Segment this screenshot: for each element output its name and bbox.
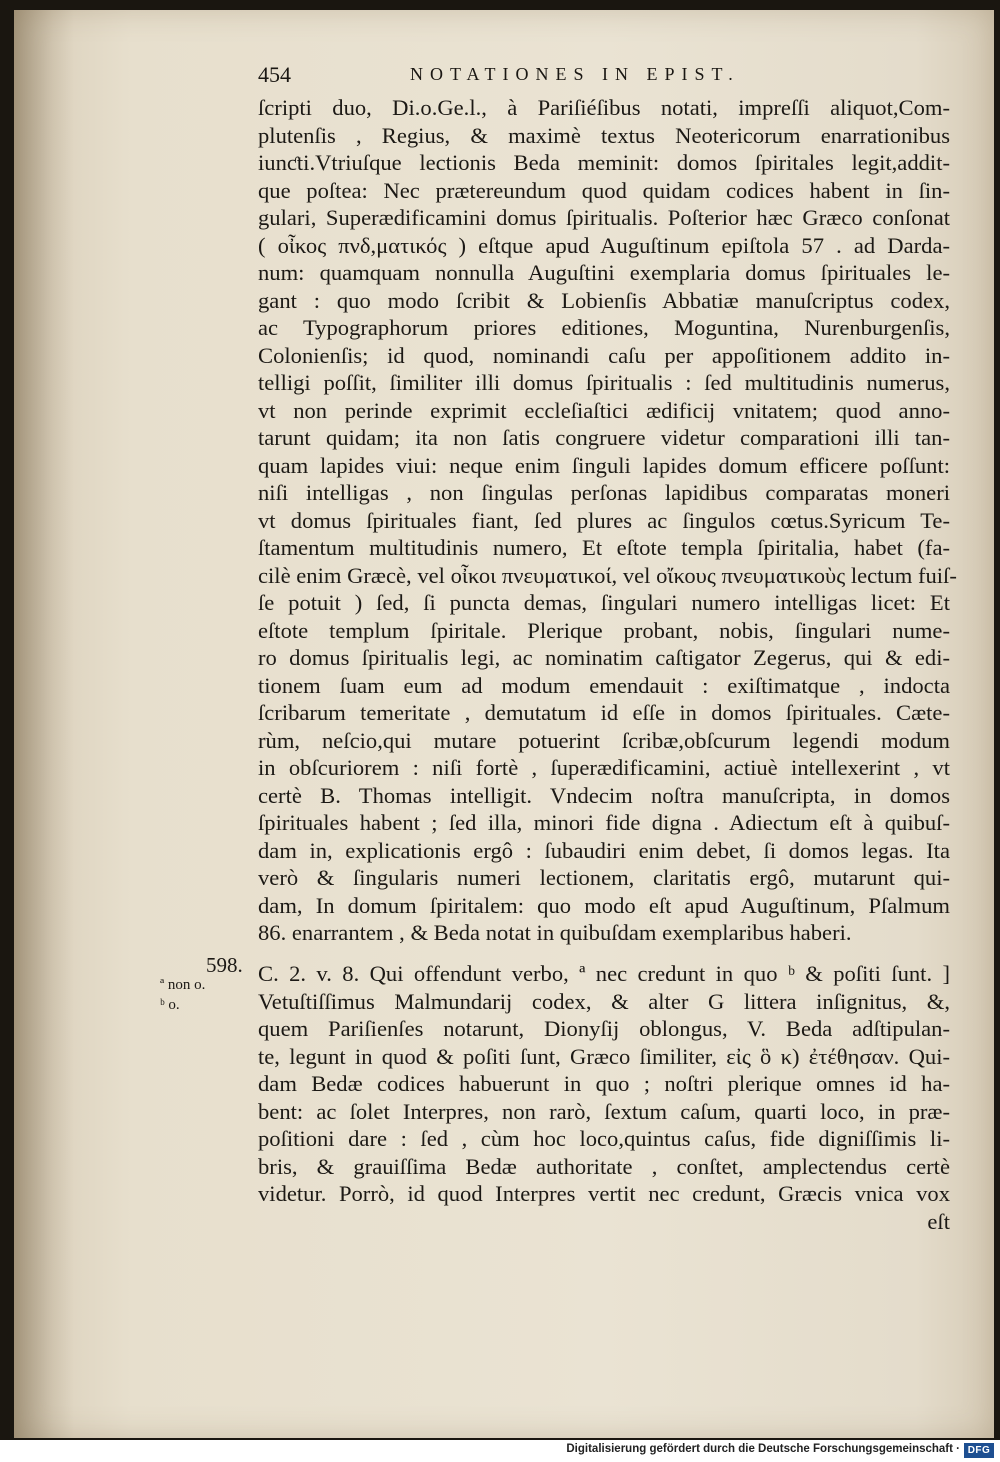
commentary-text-block [258, 960, 950, 1235]
text-line: ſcribarum temeritate , demutatum id eſſe in domos ſpirituales. Cæte- [258, 700, 950, 725]
text-line: eſtote templum ſpiritale. Plerique probant, nobis, ſingulari nume- [258, 617, 950, 643]
dfg-logo: DFG [964, 1443, 994, 1458]
text-line: te, legunt in quod & poſiti ſunt, Græco ſimiliter, εἰς ὃ κ) ἐτέθησαν. Qui- [258, 1043, 950, 1069]
text-line: dam Bedæ codices habuerunt in quo ; noſtri plerique omnes id ha- [258, 1071, 950, 1096]
text-line: ſpirituales habent ; ſed illa, minori fide digna . Adiectum eſt à quibuſ- [258, 810, 950, 835]
main-text-block [258, 94, 957, 947]
text-line: telligi poſſit, ſimiliter illi domus ſpiritualis : ſed multitudinis numerus, [258, 370, 950, 395]
text-line: Vetuſtiſſimus Malmundarij codex, & alter G littera inſignitus, &, [258, 988, 950, 1014]
text-line: Colonienſis; id quod, nominandi caſu per appoſitionem addito in- [258, 342, 950, 368]
margin-reference-number: 598. [206, 953, 243, 977]
text-line: gant : quo modo ſcribit & Lobienſis Abbatiæ manuſcriptus codex, [258, 287, 950, 313]
text-line: poſitioni dare : ſed , cùm hoc loco,quintus caſus, fide digniſſimis li- [258, 1126, 950, 1151]
text-line: certè B. Thomas intelligit. Vndecim noſtra manuſcripta, in domos [258, 782, 950, 808]
running-title: NOTATIONES IN EPIST. [410, 64, 740, 84]
text-line: iunƈti.Vtriuſque lectionis Beda meminit: domos ſpiritales legit,addit- [258, 150, 950, 175]
text-line: vt non perinde exprimit eccleſiaſtici ædificij vnitatem; quod anno- [258, 397, 950, 423]
page-header [258, 62, 948, 98]
text-line: plutenſis , Regius, & maximè textus Neotericorum enarrationibus [258, 122, 950, 148]
text-line: cilè enim Græcè, vel οἶκοι πνευματικοί, vel οἴκους πνευματικοὺς lectum fuiſ- [258, 562, 957, 588]
text-line: ( οἶκος πνδ,ματικός ) eſtque apud Auguſtinum epiſtola 57 . ad Dardа- [258, 232, 950, 258]
text-line: quam lapides viui: neque enim ſinguli lapides domum efficere poſſunt: [258, 452, 950, 478]
text-line: ſtamentum multitudinis numero, Et eſtote templa ſpiritalia, habet (fa- [258, 535, 950, 560]
page-number: 454 [258, 62, 291, 87]
text-line: bris, & grauiſſima Bedæ authoritate , conſtet, amplectendus certè [258, 1153, 950, 1179]
text-line: verò & ſingularis numeri lectionem, claritatis ergô, mutarunt qui- [258, 865, 950, 890]
text-line: niſi intelligas , non ſingulas perſonas lapidibus comparatas moneri [258, 480, 950, 505]
text-line: quem Pariſienſes notarunt, Dionyſij oblongus, V. Beda adſtipulan- [258, 1016, 950, 1041]
text-line: bent: ac ſolet Interpres, non rarò, ſextum caſum, quarti loco, in præ- [258, 1098, 950, 1124]
text-line: tarunt quidam; ita non ſatis congruere videtur comparationi illi tan- [258, 425, 950, 450]
page-gutter-shadow [14, 10, 74, 1438]
text-line: ac Typographorum priores editiones, Moguntina, Nurenburgenſis, [258, 315, 950, 340]
text-line: ſcripti duo, Di.o.Ge.l., à Pariſiéſibus notati, impreſſi aliquot,Com- [258, 95, 950, 120]
catchword: eſt [927, 1208, 950, 1234]
margin-variant-note: ᵇ o. [160, 997, 180, 1013]
credit-text: Digitalisierung gefördert durch die Deutsche Forschungsgemeinschaft · [566, 1443, 960, 1455]
margin-variant-note: ª non o. [160, 977, 206, 993]
text-line: C. 2. v. 8. Qui offendunt verbo, ª nec credunt in quo ᵇ & poſiti ſunt. ] [258, 961, 950, 986]
text-line: gulari, Superædificamini domus ſpiritualis. Poſterior hæc Græco conſonat [258, 205, 950, 230]
text-line: tionem ſuam eum ad modum emendauit : exiſtimatque , indocta [258, 672, 950, 698]
text-line: vt domus ſpirituales fiant, ſed plures ac ſingulos cœtus.Syricum Te- [258, 507, 950, 533]
text-line: rùm, neſcio,qui mutare potuerint ſcribæ,obſcurum legendi modum [258, 727, 950, 753]
text-line: num: quamquam nonnulla Auguſtini exemplaria domus ſpirituales le- [258, 260, 950, 285]
text-line: ſe potuit ) ſed, ſi puncta demas, ſingulari numero intelligas licet: Et [258, 590, 950, 615]
text-line: 86. enarrantem , & Beda notat in quibuſdam exemplaribus haberi. [258, 920, 852, 945]
text-line: dam in, explicationis ergô : ſubaudiri enim debet, ſi domos legas. Ita [258, 837, 950, 863]
text-line: ro domus ſpiritualis legi, ac nominatim caſtigator Zegerus, qui & edi- [258, 645, 950, 670]
text-line: in obſcuriorem : niſi fortè , ſuperædificamini, actiuè intellexerint , vt [258, 755, 950, 780]
text-line: dam, In domum ſpiritalem: quo modo eſt apud Auguſtinum, Pſalmum [258, 892, 950, 918]
digitization-credit-bar [0, 1440, 1000, 1462]
text-line: videtur. Porrò, id quod Interpres vertit nec credunt, Græcis vnica vox [258, 1181, 950, 1206]
text-line: que poſtea: Nec prætereundum quod quidam codices habent in ſin- [258, 177, 950, 203]
